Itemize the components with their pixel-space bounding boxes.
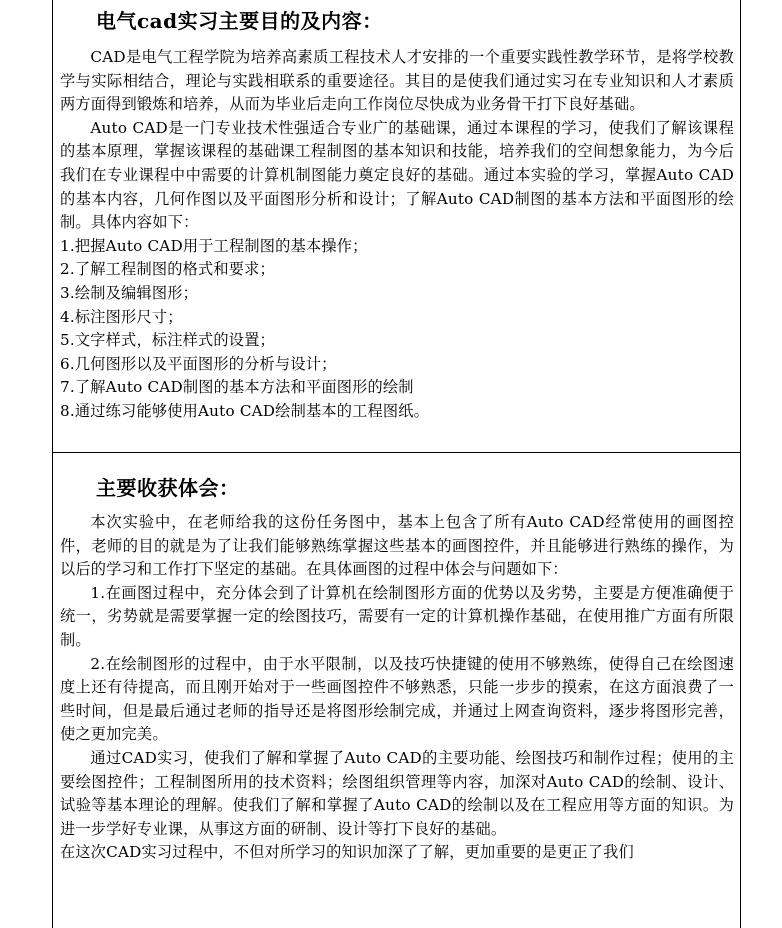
list-item: 2.了解工程制图的格式和要求；: [60, 260, 275, 279]
paragraph: 2.在绘制图形的过程中，由于水平限制，以及技巧快捷键的使用不够熟练，使得自己在绘图速度上还有待提高，而且刚开始对于一些画图控件不够熟悉，只能一步步的摸索，在这方面浪费了一些时间，但是最后通过老师的指导还是将图形绘制完成，并通过上网查询资料，逐步将图形完善，使之更加完美。: [60, 654, 734, 744]
paragraph: 在这次CAD实习过程中，不但对所学习的知识加深了了解，更加重要的是更正了我们: [60, 843, 634, 862]
list-item: 6.几何图形以及平面图形的分析与设计；: [60, 354, 337, 373]
list-item: 1.把握Auto CAD用于工程制图的基本操作；: [60, 236, 368, 255]
section-title-gains: 主要收获体会：: [96, 476, 240, 500]
list-item: 5.文字样式，标注样式的设置；: [60, 331, 275, 350]
list-item: 4.标注图形尺寸；: [60, 307, 183, 326]
section-gains: [60, 475, 734, 865]
section-divider: [52, 452, 741, 453]
paragraph: 通过CAD实习，使我们了解和掌握了Auto CAD的主要功能、绘图技巧和制作过程；使用的主要绘图控件；工程制图所用的技术资料；绘图组织管理等内容，加深对Auto CAD的绘制、设计、试验等基本理论的理解。使我们了解和掌握了Auto CAD的绘制以及在工程应用等方面的知识。为进一步学好专业课，从事这方面的研制、设计等打下良好的基础。: [60, 748, 734, 838]
section-purpose: [60, 8, 734, 424]
paragraph: 本次实验中，在老师给我的这份任务图中，基本上包含了所有Auto CAD经常使用的画图控件，老师的目的就是为了让我们能够熟练掌握这些基本的画图控件，并且能够进行熟练的操作，为以后的学习和工作打下坚定的基础。在具体画图的过程中体会与问题如下：: [60, 513, 734, 579]
paragraph: Auto CAD是一门专业技术性强适合专业广的基础课，通过本课程的学习，使我们了解该课程的基本原理，掌握该课程的基础课工程制图的基本知识和技能，培养我们的空间想象能力，为今后我们在专业课程中中需要的计算机制图能力奠定良好的基础。通过本实验的学习，掌握Auto CAD的基本内容，几何作图以及平面图形分析和设计；了解Auto CAD制图的基本方法和平面图形的绘制。具体内容如下：: [60, 118, 734, 232]
list-item: 3.绘制及编辑图形；: [60, 283, 198, 302]
section-title-purpose: 电气cad实习主要目的及内容：: [96, 9, 383, 33]
list-item: 7.了解Auto CAD制图的基本方法和平面图形的绘制: [60, 378, 414, 397]
list-item: 8.通过练习能够使用Auto CAD绘制基本的工程图纸。: [60, 401, 430, 420]
paragraph: CAD是电气工程学院为培养高素质工程技术人才安排的一个重要实践性教学环节，是将学校教学与实际相结合，理论与实践相联系的重要途径。其目的是使我们通过实习在专业知识和人才素质两方面得到锻炼和培养，从而为毕业后走向工作岗位尽快成为业务骨干打下良好基础。: [60, 48, 734, 114]
paragraph: 1.在画图过程中，充分体会到了计算机在绘制图形方面的优势以及劣势，主要是方便准确便于统一，劣势就是需要掌握一定的绘图技巧，需要有一定的计算机操作基础，在使用推广方面有所限制。: [60, 583, 734, 649]
content-list: [60, 235, 734, 424]
